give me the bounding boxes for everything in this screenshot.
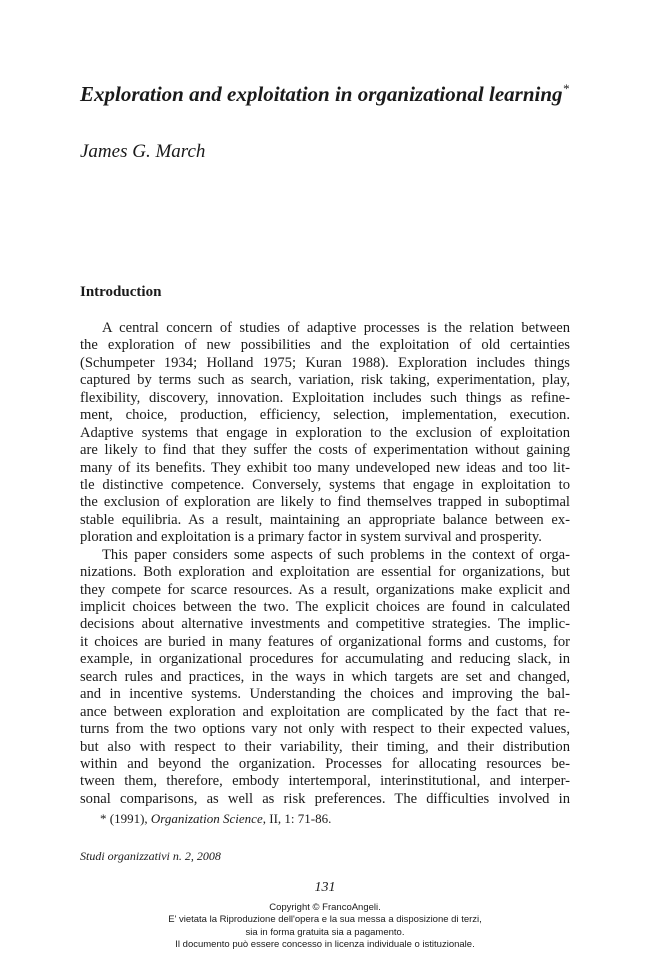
text-line: the exploration of new possibilities and the exploitation of old certainties: [80, 337, 570, 354]
body-text: [80, 320, 570, 808]
text-line: flexibility, discovery, innovation. Exploitation includes such things as refine-: [80, 389, 570, 406]
text-line: nizations. Both exploration and exploitation are essential for organizations, but: [80, 564, 570, 581]
text-line: Adaptive systems that engage in exploration to the exclusion of exploitation: [80, 424, 570, 441]
title-footnote-marker: *: [562, 81, 570, 96]
text-line: A central concern of studies of adaptive processes is the relation between: [102, 320, 570, 336]
article-title: [80, 82, 580, 107]
copyright-notice: [0, 902, 650, 951]
text-line: tle distinctive competence. Conversely, systems that engage in exploitation to: [80, 476, 570, 493]
text-line: ment, choice, production, efficiency, selection, implementation, execution.: [80, 407, 570, 424]
text-line: This paper considers some aspects of such problems in the context of orga-: [102, 546, 570, 563]
article-title-text: Exploration and exploitation in organizational learning: [80, 82, 563, 106]
text-line: turns from the two options vary not only with respect to their expected values,: [80, 721, 570, 738]
text-line: within and beyond the organization. Processes for allocating resources be-: [80, 755, 570, 772]
text-line: are likely to find that they suffer the costs of experimentation without gaining: [80, 442, 570, 459]
footnote-suffix: , II, 1: 71-86.: [262, 811, 332, 826]
copyright-line: sia in forma gratuita sia a pagamento.: [245, 926, 405, 938]
footnote-prefix: * (1991),: [100, 811, 151, 826]
copyright-line: Il documento può essere concesso in licenza individuale o istituzionale.: [175, 938, 475, 950]
text-line: captured by terms such as search, variation, risk taking, experimentation, play,: [80, 372, 570, 389]
text-line: search rules and practices, in the ways in which targets are set and changed,: [80, 668, 570, 685]
text-line: decisions about alternative investments and competitive strategies. The implic-: [80, 616, 570, 633]
text-line: ance between exploration and exploitation are complicated by the fact that re-: [80, 703, 570, 720]
author-name: James G. March: [80, 141, 206, 162]
text-line: (Schumpeter 1934; Holland 1975; Kuran 1988). Exploration includes things: [80, 354, 570, 371]
text-line: and in incentive systems. Understanding the choices and improving the bal-: [80, 686, 570, 703]
text-line: ploration and exploitation is a primary factor in system survival and prosperity.: [80, 529, 542, 546]
text-line: many of its benefits. They exhibit too many undeveloped new ideas and too lit-: [80, 459, 570, 476]
footnote-source: Organization Science: [150, 811, 263, 826]
section-heading: Introduction: [80, 284, 162, 300]
page-number: 131: [314, 880, 336, 895]
text-line: tween them, therefore, embody intertemporal, interinstitutional, and interper-: [80, 773, 570, 790]
text-line: stable equilibria. As a result, maintaining an appropriate balance between ex-: [80, 511, 570, 528]
journal-citation: Studi organizzativi n. 2, 2008: [80, 849, 221, 863]
text-line: but also with respect to their variability, their timing, and their distribution: [80, 738, 570, 755]
text-line: they compete for scarce resources. As a result, organizations make explicit and: [80, 581, 570, 598]
text-line: sonal comparisons, as well as risk preferences. The difficulties involved in: [80, 790, 570, 807]
copyright-line: E' vietata la Riproduzione dell'opera e la sua messa a disposizione di terzi,: [168, 914, 482, 926]
copyright-line: Copyright © FrancoAngeli.: [269, 902, 381, 913]
text-line: example, in organizational procedures for accumulating and reducing slack, in: [80, 651, 570, 668]
text-line: implicit choices between the two. The explicit choices are found in calculated: [80, 599, 570, 615]
footnote: [100, 811, 331, 827]
text-line: the exclusion of exploration are likely to find themselves trapped in suboptimal: [80, 494, 570, 511]
text-line: it choices are buried in many features of organizational forms and customs, for: [80, 633, 570, 650]
